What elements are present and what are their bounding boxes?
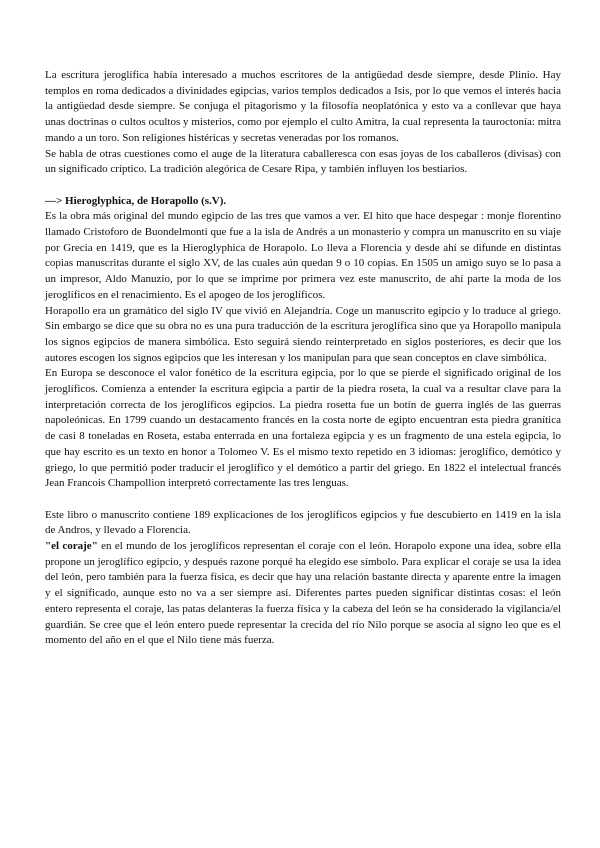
spacer bbox=[45, 492, 561, 508]
section-heading bbox=[45, 194, 561, 210]
closing-paragraph-1: Este libro o manuscrito contiene 189 explicaciones de los jeroglíficos egipcios y fue descubierto en 1419 en la isla de Andros, y llevado a Florencia. bbox=[45, 508, 561, 537]
closing-paragraph-2-text: en el mundo de los jeroglíficos representan el coraje con el león. Horapolo expone una idea, sobre ella propone un jeroglífico egipcio, y después razone porqué ha elegido ese símbolo. Para explicar el coraje se usa la idea del león, pero también para la fuerza física, es decir que hay una relación bastante directa y aparente entre la imagen y el significado, aunque esto no va a ser siempre así. Diferentes partes pueden significar distintas cosas: el león entero representa el coraje, las patas delanteras la fuerza física y la cabeza del león se ha considerado la vigilancia/el guardián. Se cree que el león entero puede representar la crecida del río Nilo porque se asocia al signo leo que es el momento del año en el que el Nilo tiene más fuerza. bbox=[45, 540, 562, 647]
document-page bbox=[45, 68, 561, 649]
term-el-coraje: "el coraje" bbox=[45, 540, 98, 553]
spacer bbox=[45, 178, 561, 194]
heading-arrow: —> bbox=[45, 194, 66, 207]
intro-paragraph-2: Se habla de otras cuestiones como el auge de la literatura caballeresca con esas joyas de los caballeros (divisas) con un significado críptico. La tradición alegórica de Cesare Ripa, y también influyen los bestiarios. bbox=[45, 147, 561, 176]
section-paragraph-3: En Europa se desconoce el valor fonético de la escritura egipcia, por lo que se pierde el significado original de los jeroglíficos. Comienza a entender la escritura egipcia a partir de la piedra roseta, la cual va a resultar clave para la interpretación correcta de los jeroglíficos egipcios. La piedra rosetta fue un botín de guerra inglés de las guerras napoleónicas. En 1799 cuando un destacamento francés en la costa norte de egipto encuentran esta piedra granítica de casi 8 toneladas en Roseta, estaba enterrada en una fortaleza egipcia y es un fragmento de una estela egipcia, lo que hay escrito es un texto en honor a Tolomeo V. Es el mismo texto repetido en 3 idiomas: jeroglífico, demótico y griego, lo que permitió poder traducir el jeroglífico y el demótico a partir del griego. En 1822 el intelectual francés Jean Francois Champollion interpretó correctamente las tres lenguas. bbox=[45, 367, 561, 490]
intro-paragraph-1: La escritura jeroglífica había interesado a muchos escritores de la antigüedad desde siempre, desde Plinio. Hay templos en roma dedicados a divinidades egipcias, varios templos dedicados a Isis, por lo que vemos el interés hacia la antigüedad desde siempre. Se conjuga el pitagorismo y la filosofía neoplatónica y esto va a conllevar que haya unas doctrinas o cultos ocultos y misterios, como por ejemplo el culto Amitra, la cual representa la tauroctonía: mitra mando a un toro. Son religiones histéricas y secretas veneradas por los romanos. bbox=[45, 69, 561, 144]
section-paragraph-1: Es la obra más original del mundo egipcio de las tres que vamos a ver. El hito que hace despegar : monje florentino llamado Cristoforo de Buondelmonti que fue a la isla de Andrés a un monasterio y compra un manuscrito en su viaje por Grecia en 1419, que es la Hieroglyphica de Horapolo. Lo lleva a Florencia y desde ahí se difunde en distintas copias manuscritas durante el siglo XV, de las cuales aún quedan 9 o 10 copias. En 1505 un amigo suyo se lo pasa a un impresor, Aldo Manuzio, por lo que se imprime por primera vez este manuscrito, de ahí parte la moda de los jeroglíficos en el renacimiento. Es el apogeo de los jeroglíficos. bbox=[45, 210, 561, 301]
heading-text: Hieroglyphica, de Horapollo (s.V). bbox=[65, 194, 227, 207]
section-paragraph-2: Horapollo era un gramático del siglo IV que vivió en Alejandría. Coge un manuscrito egipcio y lo traduce al griego. Sin embargo se dice que su obra no es una pura traducción de la escritura jeroglífica sino que ya Horapollo manipula los signos egipcios de manera simbólica. Esto seguirá siendo reinterpretado en siglos posteriores, es decir que los autores escogen los signos egipcios que les interesan y los manipulan para que sean conceptos en clave simbólica. bbox=[45, 304, 561, 364]
closing-paragraph-2 bbox=[45, 539, 561, 649]
